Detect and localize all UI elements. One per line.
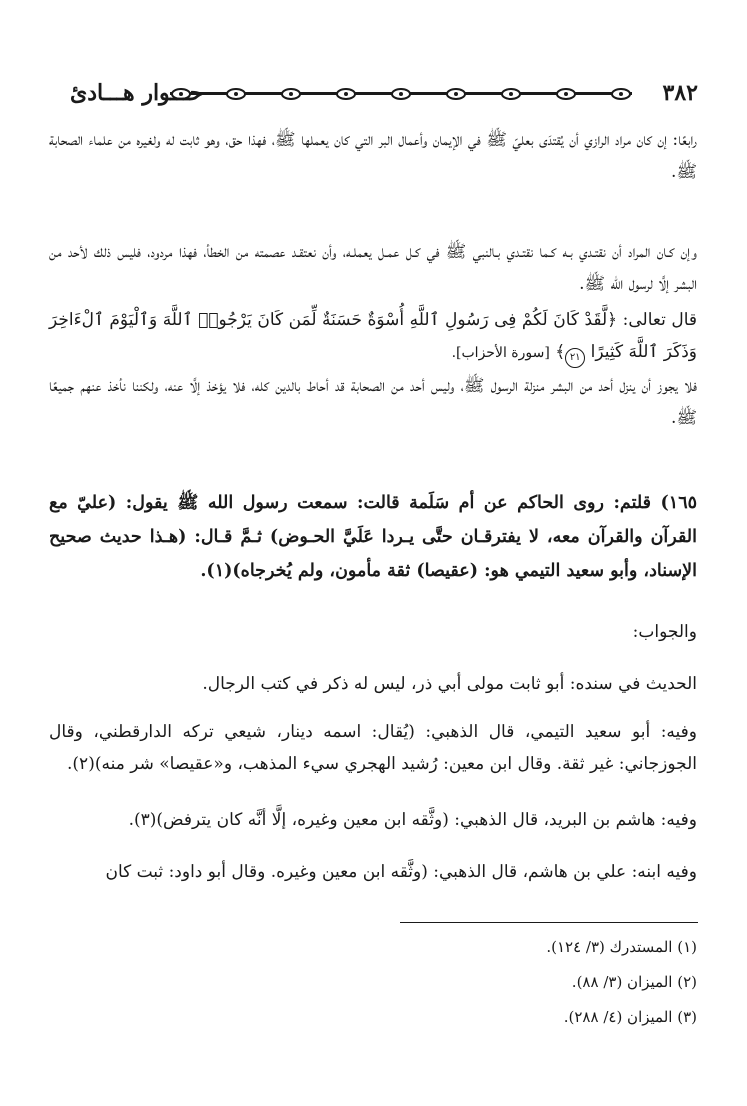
paragraph-text: وفيه: أبو سعيد التيمي، قال الذهبي: (يُقال: اسمه دينار، شيعي تركه الدارقطني، وقال الجوزجاني: غير ثقة. وقال ابن معين: رُشيد الهجري سيء المذهب، و«عقيصا» شر منه)(٢). (49, 722, 697, 774)
footnote: (٢) الميزان (٣/ ٨٨). (571, 973, 697, 991)
paragraph-text: رابعًا: إن كان مراد الرازي أن يُقتدَى بعليّ ﷺ في الإيمان وأعمال البر التي كان يعملها ﷺ، فهذا حق، وهو ثابت له ولغيره من علماء الصحابة ﷺ. (49, 130, 697, 182)
footnote: (١) المستدرك (٣/ ١٢٤). (546, 938, 697, 956)
footnote: (٣) الميزان (٤/ ٢٨٨). (563, 1008, 697, 1026)
ayah-number-marker: ٢١ (565, 348, 585, 368)
paragraph-text: فلا يجوز أن ينزل أحد من البشر منزلة الرسول ﷺ، وليس أحد من الصحابة قد أحاط بالدين كله، فلا يؤخذ إلَّا عنه، ولكننا نأخذ عنهم جميعًا ﷺ. (49, 376, 697, 428)
paragraph-8 (49, 716, 697, 780)
paragraph-text: وفيه ابنه: علي بن هاشم، قال الذهبي: (وثَّقه ابن معين وغيره. وقال أبو داود: ثبت كان (105, 862, 697, 882)
paragraph-text: ١٦٥) قلتم: روى الحاكم عن أم سَلَمة قالت: سمعت رسول الله ﷺ يقول: (عليّ مع القرآن والقرآن معه، لا يفترقـان حتَّى يـردا عَلَيَّ الحـوض) ثـمَّ قـال: (هـذا حديث صحيح الإسناد، وأبو سعيد التيمي هو: (عقيصا) ثقة مأمون، ولم يُخرجاه)(١). (49, 493, 697, 581)
paragraph-2 (49, 236, 697, 300)
paragraph-text: وإن كـان المراد أن نقتـدي بـه كـما نقتـدي بـالنبي ﷺ في كـل عمـل يعملـه، وأن نعتقـد عصمته من الخطأ، فهذا مردود، فليس ذلك لأحد من البشر إلَّا لرسول الله ﷺ. (49, 242, 697, 294)
page-number: ٣٨٢ (662, 80, 698, 106)
running-title: حـــوار هـــادئ (70, 80, 204, 106)
paragraph-1 (49, 124, 697, 188)
paragraph-text: وفيه: هاشم بن البريد، قال الذهبي: (وثَّقه ابن معين وغيره، إلَّا أنَّه كان يترفض)(٣). (128, 810, 697, 830)
header-ornament (170, 84, 632, 104)
footnote-divider (400, 922, 698, 923)
quran-paragraph (49, 304, 697, 369)
footnotes (49, 930, 697, 1035)
paragraph-text: الحديث في سنده: أبو ثابت مولى أبي ذر، ليس له ذكر في كتب الرجال. (202, 674, 697, 694)
answer-heading (49, 616, 697, 648)
verse-close-bracket: ﴾ (555, 342, 566, 362)
paragraph-7 (49, 668, 697, 700)
paragraph-9 (49, 804, 697, 836)
claim-165 (49, 486, 697, 588)
surah-reference: [سورة الأحزاب]. (451, 345, 550, 361)
paragraph-10 (49, 856, 697, 888)
quran-verse: ﴿لَّقَدْ كَانَ لَكُمْ فِى رَسُولِ ٱللَّهِ أُسْوَةٌ حَسَنَةٌ لِّمَن كَانَ يَرْجُوا۟ ٱللَّهَ وَٱلْيَوْمَ ٱلْءَاخِرَ وَذَكَرَ ٱللَّهَ كَثِيرًا (49, 310, 697, 362)
paragraph-text: والجواب: (632, 622, 697, 642)
page-header (70, 78, 698, 110)
paragraph-4 (49, 370, 697, 434)
quran-citation (49, 304, 697, 369)
citation-lead: قال تعالى: (622, 310, 697, 330)
